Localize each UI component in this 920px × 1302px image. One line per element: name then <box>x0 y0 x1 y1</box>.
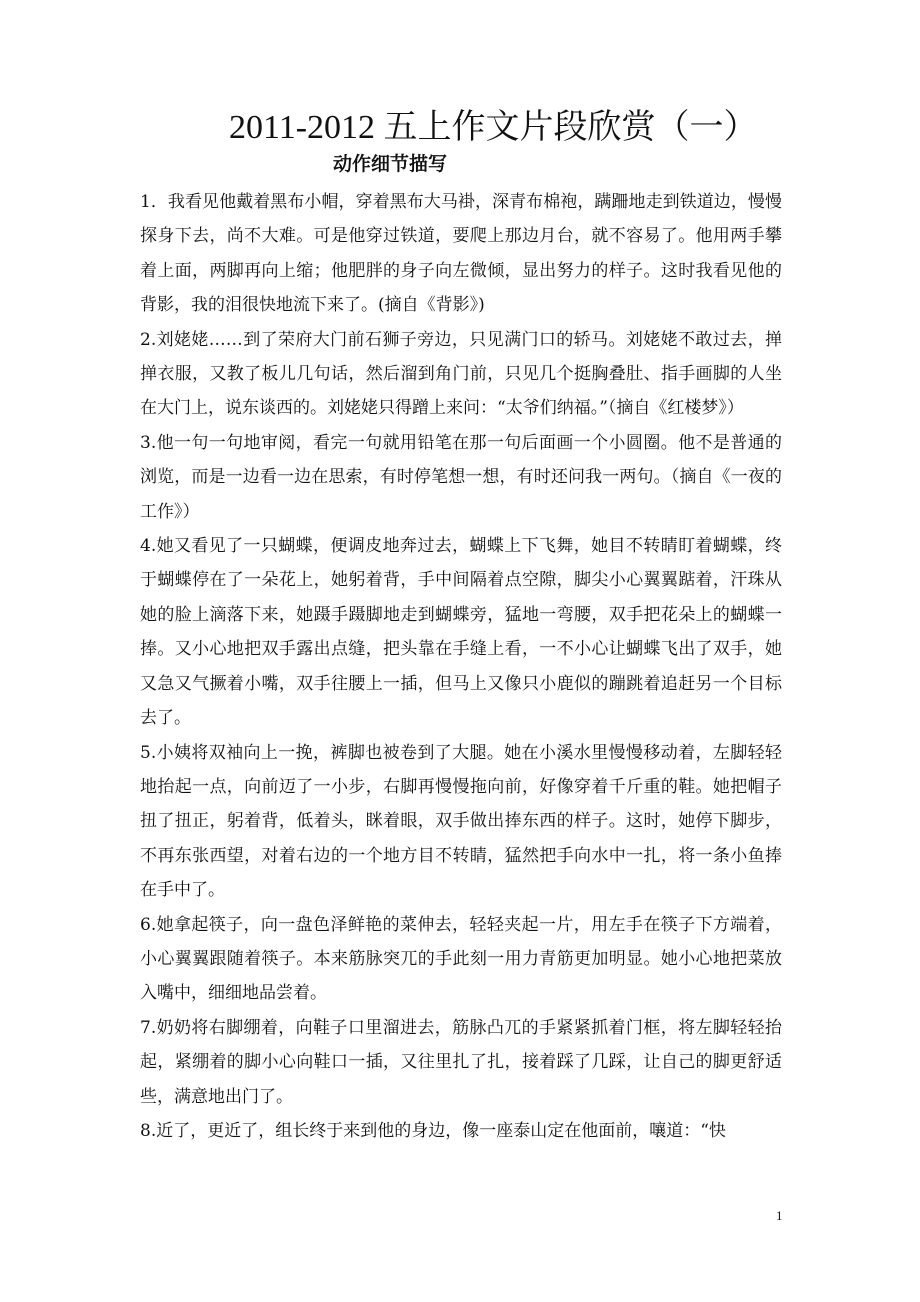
paragraph-3: 3.他一句一句地审阅，看完一句就用铅笔在那一句后面画一个小圆圈。他不是普通的浏览，而是一边看一边在思索，有时停笔想一想，有时还问我一两句。（摘自《一夜的工作》） <box>140 432 782 522</box>
section-subtitle: 动作细节描写 <box>333 153 448 175</box>
paragraph-7: 7.奶奶将右脚绷着，向鞋子口里溜进去，筋脉凸兀的手紧紧抓着门框，将左脚轻轻抬起，紧绷着的脚小心向鞋口一插，又往里扎了扎，接着踩了几踩，让自己的脚更舒适些，满意地出门了。 <box>140 1017 782 1107</box>
paragraph-1: 1．我看见他戴着黑布小帽，穿着黑布大马褂，深青布棉袍，蹒跚地走到铁道边，慢慢探身下去，尚不大难。可是他穿过铁道，要爬上那边月台，就不容易了。他用两手攀着上面，两脚再向上缩；他肥胖的身子向左微倾，显出努力的样子。这时我看见他的背影，我的泪很快地流下来了。(摘自《背影》) <box>140 192 782 316</box>
paragraph-2: 2.刘姥姥……到了荣府大门前石狮子旁边，只见满门口的轿马。刘姥姥不敢过去，掸掸衣服，又教了板儿几句话，然后溜到角门前，只见几个挺胸叠肚、指手画脚的人坐在大门上，说东谈西的。刘姥姥只得蹭上来问：“太爷们纳福。”（摘自《红楼梦》） <box>140 329 782 419</box>
document-body <box>140 185 782 1148</box>
paragraph-4: 4.她又看见了一只蝴蝶，便调皮地奔过去，蝴蝶上下飞舞，她目不转睛盯着蝴蝶，终于蝴蝶停在了一朵花上，她躬着背，手中间隔着点空隙，脚尖小心翼翼踮着，汗珠从她的脸上滴落下来，她蹑手蹑脚地走到蝴蝶旁，猛地一弯腰，双手把花朵上的蝴蝶一捧。又小心地把双手露出点缝，把头靠在手缝上看，一不小心让蝴蝶飞出了双手，她又急又气撅着小嘴，双手往腰上一插，但马上又像只小鹿似的蹦跳着追赶另一个目标去了。 <box>140 536 782 729</box>
page-number: 1 <box>776 1208 783 1223</box>
paragraph-6: 6.她拿起筷子，向一盘色泽鲜艳的菜伸去，轻轻夹起一片，用左手在筷子下方端着，小心翼翼跟随着筷子。本来筋脉突兀的手此刻一用力青筋更加明显。她小心地把菜放入嘴中，细细地品尝着。 <box>140 914 782 1004</box>
paragraph-8: 8.近了，更近了，组长终于来到他的身边，像一座泰山定在他面前，嚷道：“快 <box>140 1120 726 1141</box>
paragraph-5: 5.小姨将双袖向上一挽，裤脚也被卷到了大腿。她在小溪水里慢慢移动着，左脚轻轻地抬起一点，向前迈了一小步，右脚再慢慢拖向前，好像穿着千斤重的鞋。她把帽子扭了扭正，躬着背，低着头，眯着眼，双手做出捧东西的样子。这时，她停下脚步，不再东张西望，对着右边的一个地方目不转睛，猛然把手向水中一扎，将一条小鱼捧在手中了。 <box>140 742 782 901</box>
document-title: 2011-2012 五上作文片段欣赏（一） <box>229 109 758 146</box>
